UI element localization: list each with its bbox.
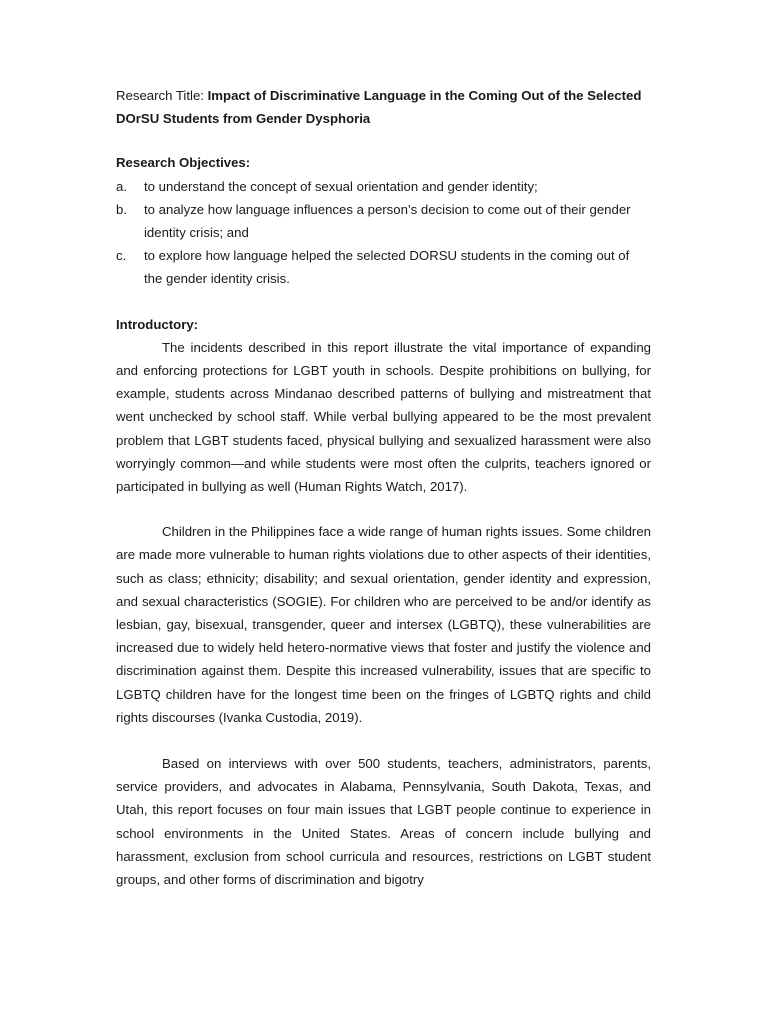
objectives-list: [116, 175, 651, 291]
research-title-label: Research Title:: [116, 88, 208, 103]
list-marker: b.: [116, 201, 127, 217]
list-item-text: to analyze how language influences a person’s decision to come out of their gender identity crisis; and: [144, 201, 631, 241]
introductory-heading: Introductory:: [116, 316, 199, 332]
paragraph: Children in the Philippines face a wide range of human rights issues. Some children are made more vulnerable to human rights violations due to other aspects of their identities, such as class; ethnicity; disability; and sexual orientation, gender identity and expression, and sexual characteristics (SOGIE). For children who are perceived to be and/or identify as lesbian, gay, bisexual, transgender, queer and intersex (LGBTQ), these vulnerabilities are increased due to widely held hetero-normative views that foster and justify the violence and discrimination against them. Despite this increased vulnerability, issues that are specific to LGBTQ children have for the longest time been on the fringes of LGBTQ rights and child rights discourses (Ivanka Custodia, 2019).: [116, 524, 651, 725]
list-marker: a.: [116, 178, 127, 194]
research-title-text: Impact of Discriminative Language in the Coming Out of the Selected DOrSU Students from Gender Dysphoria: [116, 88, 642, 127]
list-marker: c.: [116, 248, 127, 264]
list-item: [116, 244, 651, 290]
objectives-heading: Research Objectives:: [116, 155, 251, 171]
document-page: [116, 84, 651, 913]
list-item-text: to understand the concept of sexual orientation and gender identity;: [144, 178, 538, 194]
paragraph: The incidents described in this report illustrate the vital importance of expanding and enforcing protections for LGBT youth in schools. Despite prohibitions on bullying, for example, students across Mindanao described patterns of bullying and mistreatment that went unchecked by school staff. While verbal bullying appeared to be the most prevalent problem that LGBT students faced, physical bullying and sexualized harassment were also worryingly common—and while students were most often the culprits, teachers ignored or participated in bullying as well (Human Rights Watch, 2017).: [116, 339, 651, 495]
list-item: [116, 198, 651, 244]
research-title: [116, 84, 651, 130]
list-item-text: to explore how language helped the selected DORSU students in the coming out of the gender identity crisis.: [144, 248, 630, 287]
list-item: [116, 175, 651, 198]
paragraph: Based on interviews with over 500 students, teachers, administrators, parents, service providers, and advocates in Alabama, Pennsylvania, South Dakota, Texas, and Utah, this report focuses on four main issues that LGBT people continue to experience in school environments in the United States. Areas of concern include bullying and harassment, exclusion from school curricula and resources, restrictions on LGBT student groups, and other forms of discrimination and bigotry: [116, 756, 651, 888]
